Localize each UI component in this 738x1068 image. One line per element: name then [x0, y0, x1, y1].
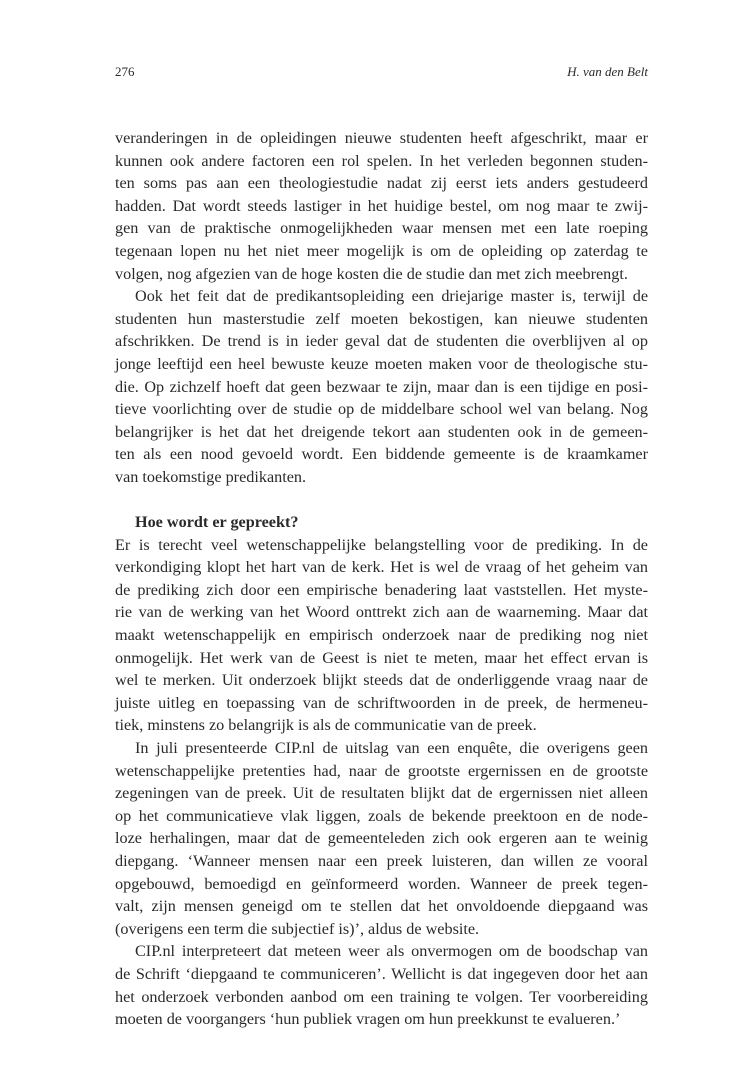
text-line: wetenschappelijke pretenties had, naar de grootste ergernissen en de grootste: [115, 761, 648, 780]
text-line: Ook het feit dat de predikantsopleiding een driejarige master is, terwijl de: [135, 287, 648, 306]
text-line: tieve voorlichting over de studie op de middelbare school wel van belang. Nog: [115, 400, 648, 419]
text-line: jonge leeftijd een heel bewuste keuze moeten maken voor de theologische stu-: [115, 354, 648, 373]
text-line: veranderingen in de opleidingen nieuwe studenten heeft afgeschrikt, maar er: [115, 129, 648, 147]
text-line: tegenaan lopen nu het niet meer mogelijk is om de opleiding op zaterdag te: [115, 241, 648, 260]
text-line: In juli presenteerde CIP.nl de uitslag van een enquête, die overigens geen: [135, 739, 648, 758]
text-line: opgebouwd, bemoedigd en geïnformeerd worden. Wanneer de preek tegen-: [115, 874, 648, 893]
text-line: volgen, nog afgezien van de hoge kosten die de studie dan met zich meebrengt.: [115, 264, 628, 283]
text-line: op het communicatieve vlak liggen, zoals de bekende preektoon en de node-: [115, 806, 648, 825]
paragraph-1: [115, 127, 648, 285]
text-line: Er is terecht veel wetenschappelijke belangstelling voor de prediking. In de: [115, 535, 648, 554]
text-line: ten soms pas aan een theologiestudie nadat zij eerst iets anders gestudeerd: [115, 174, 648, 193]
text-line: afschrikken. De trend is in ieder geval dat de studenten die overblijven al op: [115, 332, 648, 351]
running-head-author: H. van den Belt: [567, 64, 648, 79]
text-line: studenten hun masterstudie zelf moeten bekostigen, kan nieuwe studenten: [115, 309, 648, 328]
text-line: diepgang. ‘Wanneer mensen naar een preek luisteren, dan willen ze vooral: [115, 852, 648, 870]
text-line: valt, zijn mensen geneigd om te stellen dat het onvoldoende diepgaand was: [115, 897, 648, 916]
text-line: onmogelijk. Het werk van de Geest is niet te meten, maar het effect ervan is: [115, 648, 648, 667]
paragraph-5: [115, 940, 648, 1030]
text-line: zegeningen van de preek. Uit de resultaten blijkt dat de ergernissen niet alleen: [115, 784, 648, 803]
text-line: de prediking zich door een empirische benadering laat vaststellen. Het myste-: [115, 580, 648, 599]
text-line: het onderzoek verbonden aanbod om een training te volgen. Ter voorbereiding: [115, 987, 648, 1006]
text-line: CIP.nl interpreteert dat meteen weer als onvermogen om de boodschap van: [135, 942, 648, 961]
text-line: van toekomstige predikanten.: [115, 467, 307, 486]
page-number: 276: [115, 64, 135, 79]
text-line: juiste uitleg en toepassing van de schriftwoorden in de preek, de hermeneu-: [115, 693, 648, 712]
section-hoe-wordt-er-gepreekt: [115, 511, 648, 737]
section-heading: Hoe wordt er gepreekt?: [135, 513, 299, 532]
text-line: moeten de voorgangers ‘hun publiek vragen om hun preekkunst te evalueren.’: [115, 1010, 621, 1029]
text-line: hadden. Dat wordt steeds lastiger in het huidige bestel, om nog maar te zwij-: [115, 196, 648, 215]
text-line: (overigens een term die subjectief is)’, aldus de website.: [115, 919, 480, 938]
text-line: maakt wetenschappelijk en empirisch onderzoek naar de prediking nog niet: [115, 626, 648, 645]
text-line: loze herhalingen, maar dat de gemeenteleden zich ook ergeren aan te weinig: [115, 829, 648, 848]
text-line: gen van de praktische onmogelijkheden waar mensen met een late roeping: [115, 219, 648, 238]
section-spacer: [115, 489, 648, 512]
body-text: [115, 127, 648, 1031]
text-line: tiek, minstens zo belangrijk is als de communicatie van de preek.: [115, 716, 537, 735]
text-line: belangrijker is het dat het dreigende tekort aan studenten ook in de gemeen-: [115, 422, 648, 441]
text-line: die. Op zichzelf hoeft dat geen bezwaar te zijn, maar dan is een tijdige en posi-: [115, 377, 648, 396]
paragraph-2: [115, 285, 648, 488]
text-line: kunnen ook andere factoren een rol spelen. In het verleden begonnen studen-: [115, 151, 648, 170]
running-header: [115, 64, 648, 84]
text-line: verkondiging klopt het hart van de kerk. Het is wel de vraag of het geheim van: [115, 558, 648, 577]
text-line: wel te merken. Uit onderzoek blijkt steeds dat de onderliggende vraag naar de: [115, 671, 648, 690]
text-line: rie van de werking van het Woord onttrekt zich aan de waarneming. Maar dat: [115, 603, 648, 622]
text-line: de Schrift ‘diepgaand te communiceren’. Wellicht is dat ingegeven door het aan: [115, 964, 648, 983]
text-line: ten als een nood gevoeld wordt. Een biddende gemeente is de kraamkamer: [115, 445, 648, 464]
paragraph-4: [115, 737, 648, 940]
